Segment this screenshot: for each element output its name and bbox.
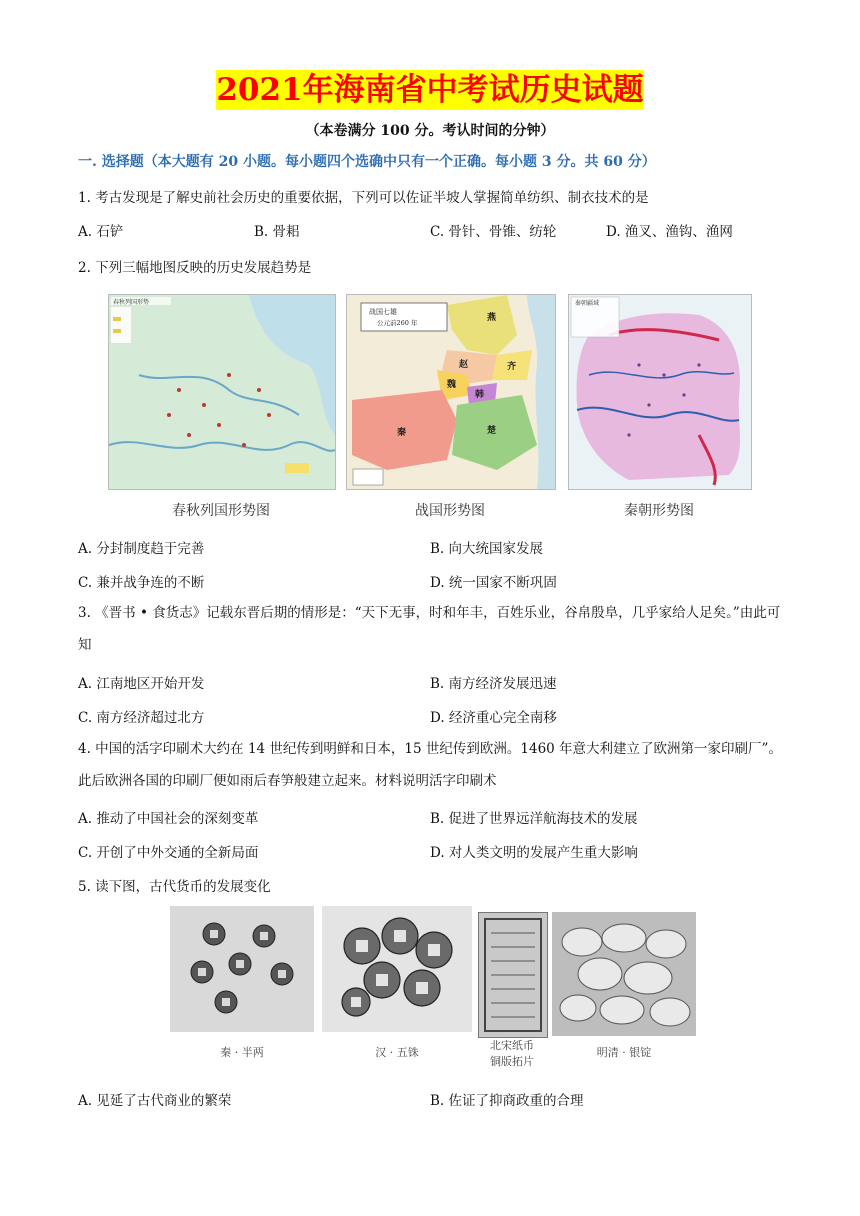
coin-caption-qin: 秦 · 半两 xyxy=(220,1046,264,1059)
chunqiu-map xyxy=(108,294,336,490)
map-caption-chunqiu: 春秋列国形势图 xyxy=(172,503,270,519)
q1-option-d: D. 渔叉、渔钩、渔网 xyxy=(606,224,733,240)
q5-option-a: A. 见延了古代商业的繁荣 xyxy=(78,1093,232,1109)
coin-caption-mingqing: 明清 · 银锭 xyxy=(596,1046,652,1059)
q1-option-b: B. 骨耜 xyxy=(254,224,300,240)
warring-map-box-title: 战国七雄 xyxy=(369,308,397,316)
question-2-stem: 2. 下列三幅地图反映的历史发展趋势是 xyxy=(78,260,312,276)
silver-ingot-image xyxy=(552,912,696,1036)
map-caption-warring: 战国形势图 xyxy=(415,503,485,519)
qin-map-title: 秦朝疆域 xyxy=(575,300,600,307)
state-label-qin: 秦 xyxy=(397,428,407,438)
q3-option-b: B. 南方经济发展迅速 xyxy=(430,676,557,692)
coin-image-han xyxy=(322,906,472,1032)
question-3-stem: 3. 《晋书 • 食货志》记载东晋后期的情形是：“天下无事，时和年丰，百姓乐业，谷帛殷阜，几乎家给人足矣。”由此可知 xyxy=(78,605,781,653)
q4-option-d: D. 对人类文明的发展产生重大影响 xyxy=(430,845,638,861)
qin-map xyxy=(568,294,752,490)
q4-option-a: A. 推动了中国社会的深刻变革 xyxy=(78,811,259,827)
warring-states-map xyxy=(346,294,556,490)
q2-option-d: D. 统一国家不断巩固 xyxy=(430,575,557,591)
exam-subtitle: （本卷满分 100 分。考认时间的分钟） xyxy=(305,123,555,139)
question-5-stem: 5. 读下图，古代货币的发展变化 xyxy=(78,879,271,895)
coin-caption-song: 北宋纸币 铜版拓片 xyxy=(490,1039,534,1068)
q2-option-c: C. 兼并战争连的不断 xyxy=(78,575,205,591)
coin-image-qin xyxy=(170,906,314,1032)
q3-option-d: D. 经济重心完全南移 xyxy=(430,710,557,726)
q1-option-a: A. 石铲 xyxy=(78,224,124,240)
coin-caption-han: 汉 · 五铢 xyxy=(375,1046,419,1059)
q5-option-b: B. 佐证了抑商政重的合理 xyxy=(430,1093,584,1109)
q2-option-b: B. 向大统国家发展 xyxy=(430,541,544,557)
q2-option-a: A. 分封制度趋于完善 xyxy=(78,541,205,557)
q4-option-b: B. 促进了世界远洋航海技术的发展 xyxy=(430,811,638,827)
section-heading: 一. 选择题（本大题有 20 小题。每小题四个选确中只有一个正确。每小题 3 分。共 60 分） xyxy=(78,154,656,170)
q1-option-c: C. 骨针、骨锥、纺轮 xyxy=(430,224,557,240)
state-label-zhao: 赵 xyxy=(459,360,469,370)
q3-option-c: C. 南方经济超过北方 xyxy=(78,710,205,726)
q4-option-c: C. 开创了中外交通的全新局面 xyxy=(78,845,259,861)
state-label-han: 韩 xyxy=(475,390,485,400)
question-1-stem: 1. 考古发现是了解史前社会历史的重要依据，下列可以佐证半坡人掌握简单纺织、制衣技术的是 xyxy=(78,190,649,206)
state-label-wei: 魏 xyxy=(447,380,457,390)
q3-option-a: A. 江南地区开始开发 xyxy=(78,676,205,692)
state-label-chu: 楚 xyxy=(487,426,497,436)
banknote-image-song xyxy=(478,912,548,1038)
state-label-yan: 燕 xyxy=(487,313,497,323)
warring-map-box-year: 公元前260 年 xyxy=(377,319,418,327)
state-label-qi: 齐 xyxy=(507,362,517,372)
page-title: 2021年海南省中考试历史试题 xyxy=(216,72,644,108)
map-caption-qin: 秦朝形势图 xyxy=(624,503,694,519)
chunqiu-map-title: 春秋列国形势 xyxy=(113,299,150,306)
question-4-stem: 4. 中国的活字印刷术大约在 14 世纪传到明鲜和日本，15 世纪传到欧洲。1460 年意大利建立了欧洲第一家印刷厂”。此后欧洲各国的印刷厂便如雨后春笋般建立起来。材料说明活字印刷术 xyxy=(78,741,782,789)
